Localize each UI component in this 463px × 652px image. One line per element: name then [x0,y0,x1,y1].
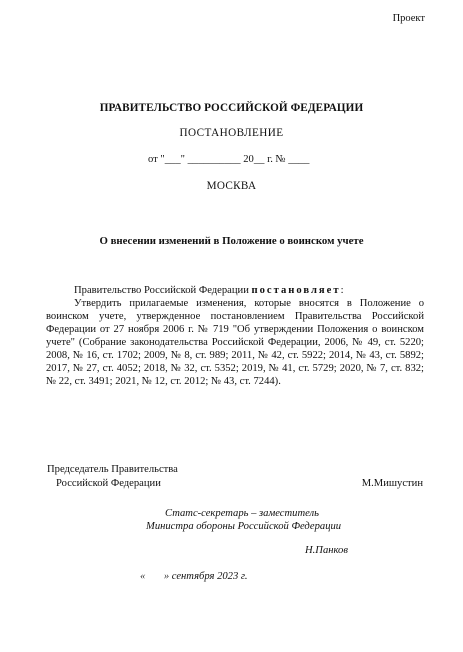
decree-date-line: от "___" __________ 20__ г. № ____ [148,154,310,165]
decree-city: МОСКВА [206,180,257,192]
intro-prefix: Правительство Российской Федерации [74,285,252,296]
signing-date: « » сентября 2023 г. [140,571,248,582]
chair-title-line1: Председатель Правительства [47,464,178,475]
intro-suffix: : [340,285,344,296]
secretary-title-line2: Министра обороны Российской Федерации [146,521,342,532]
decree-intro [46,284,424,297]
secretary-name: Н.Панков [305,545,348,556]
decree-type: ПОСТАНОВЛЕНИЕ [179,127,284,139]
secretary-title-line1: Статс-секретарь – заместитель [165,508,319,519]
decree-body [46,284,424,388]
project-label: Проект [392,13,425,24]
chair-title-line2: Российской Федерации [56,478,161,489]
intro-keyword: постановляет [251,285,341,296]
chair-name: М.Мишустин [361,478,423,489]
government-title: ПРАВИТЕЛЬСТВО РОССИЙСКОЙ ФЕДЕРАЦИИ [99,102,364,114]
decree-subject: О внесении изменений в Положение о воинском учете [99,235,364,247]
decree-paragraph: Утвердить прилагаемые изменения, которые вносятся в Положение о воинском учете, утвержденное постановлением Правительства Российской Федерации от 27 ноября 2006 г. № 719 "Об утверждении Положения о воинском учете" (Собрание законодательства Российской Федерации, 2006, № 49, ст. 5220; 2008, № 16, ст. 1702; 2009, № 8, ст. 989; 2011, № 42, ст. 5922; 2014, № 43, ст. 5892; 2017, № 27, ст. 4052; 2018, № 32, ст. 5352; 2019, № 41, ст. 5729; 2020, № 7, ст. 832; № 22, ст. 3491; 2021, № 12, ст. 2012; № 43, ст. 7244). [46,298,424,387]
